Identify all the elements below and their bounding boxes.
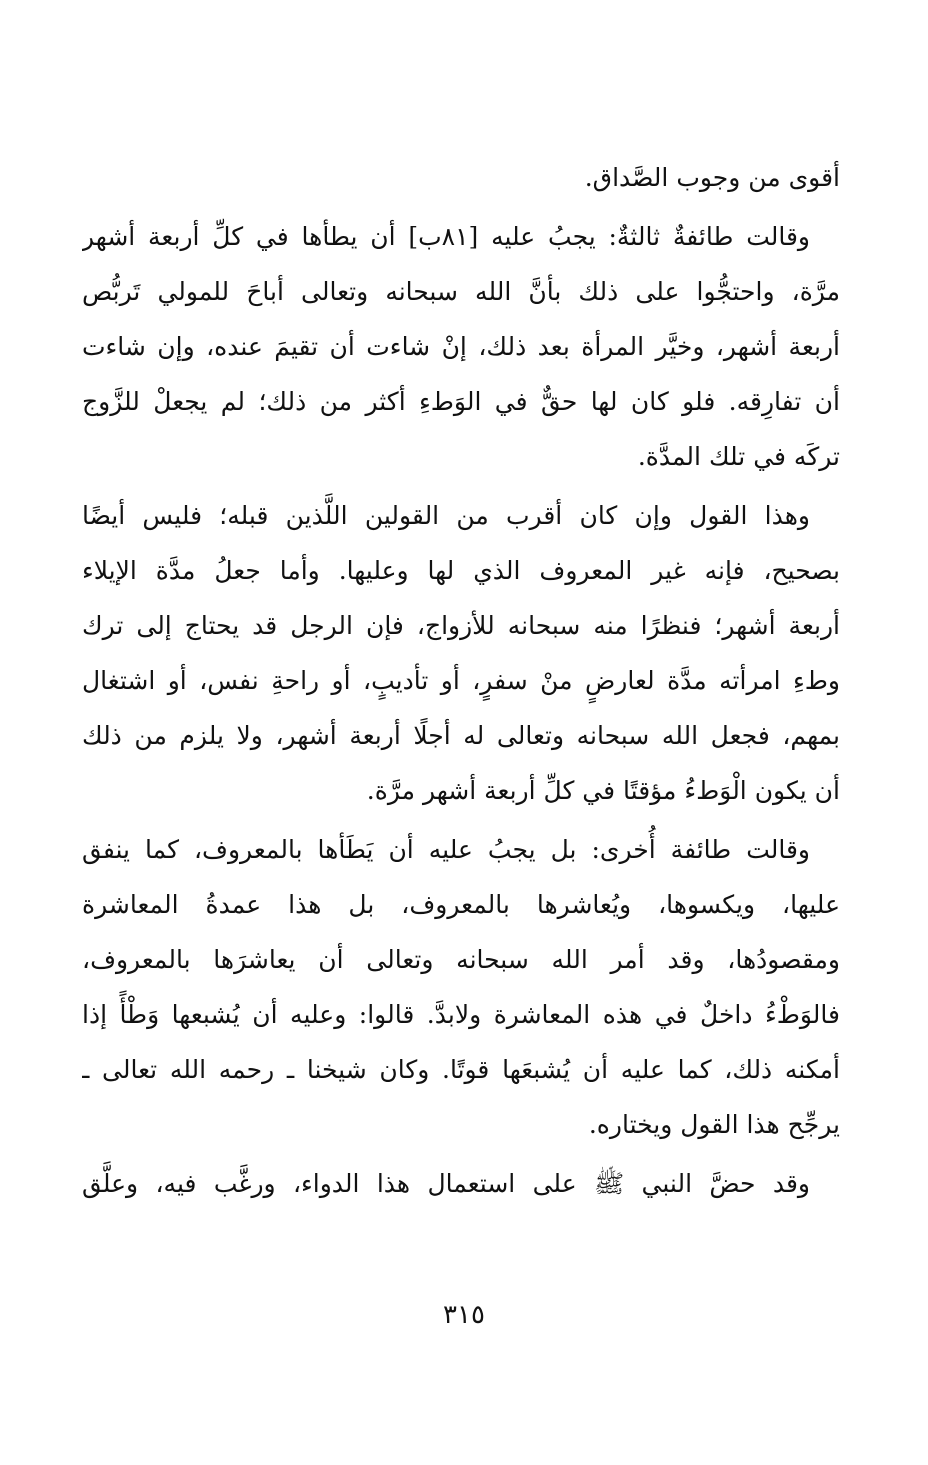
text-line: وقالت طائفةٌ ثالثةٌ: يجبُ عليه [٨١ب] أن يطأها في كلِّ أربعة أشهر xyxy=(82,222,810,251)
text-line: وقالت طائفة أُخرى: بل يجبُ عليه أن يَطَأها بالمعروف، كما ينفق xyxy=(82,835,810,864)
paragraph-2 xyxy=(82,209,840,484)
text-line: أن تفارِقه. فلو كان لها حقٌّ في الوَطءِ أكثر من ذلك؛ لم يجعلْ للزَّوج xyxy=(82,387,840,416)
text-line: فالوَطْءُ داخلٌ في هذه المعاشرة ولابدَّ. قالوا: وعليه أن يُشبعها وَطْأً إذا xyxy=(82,1000,840,1029)
paragraph-1 xyxy=(82,150,840,205)
text-line: وطءِ امرأته مدَّة لعارضٍ منْ سفرٍ، أو تأديبٍ، أو راحةِ نفس، أو اشتغال xyxy=(82,666,840,695)
text-line: مرَّة، واحتجُّوا على ذلك بأنَّ الله سبحانه وتعالى أباحَ للمولي تَربُّص xyxy=(82,277,840,306)
text-line: أن يكون الْوَطءُ مؤقتًا في كلِّ أربعة أشهر مرَّة. xyxy=(366,776,840,805)
text-line: أقوى من وجوب الصَّداق. xyxy=(584,163,840,192)
text-line: بصحيح، فإنه غير المعروف الذي لها وعليها. وأما جعلُ مدَّة الإيلاء xyxy=(82,556,840,585)
text-line: أمكنه ذلك، كما عليه أن يُشبعَها قوتًا. وكان شيخنا ـ رحمه الله تعالى ـ xyxy=(82,1055,840,1084)
body-text xyxy=(82,150,840,1211)
text-line: بمهم، فجعل الله سبحانه وتعالى له أجلًا أربعة أشهر، ولا يلزم من ذلك xyxy=(82,721,840,750)
text-line: أربعة أشهر؛ فنظرًا منه سبحانه للأزواج، فإن الرجل قد يحتاج إلى ترك xyxy=(82,611,840,640)
page-number: ٣١٥ xyxy=(443,1300,485,1330)
text-line: عليها، ويكسوها، ويُعاشرها بالمعروف، بل هذا عمدةُ المعاشرة xyxy=(82,890,840,919)
text-line: وقد حضَّ النبي ﷺ على استعمال هذا الدواء، ورغَّب فيه، وعلَّق xyxy=(82,1169,810,1198)
text-line: تركَه في تلك المدَّة. xyxy=(637,442,840,471)
paragraph-4 xyxy=(82,822,840,1152)
text-line: وهذا القول وإن كان أقرب من القولين اللَّذين قبله؛ فليس أيضًا xyxy=(82,501,810,530)
text-line: أربعة أشهر، وخيَّر المرأة بعد ذلك، إنْ شاءت أن تقيمَ عنده، وإن شاءت xyxy=(82,332,840,361)
text-line: يرجِّح هذا القول ويختاره. xyxy=(588,1110,840,1139)
paragraph-5 xyxy=(82,1156,840,1211)
paragraph-3 xyxy=(82,488,840,818)
text-line: ومقصودُها، وقد أمر الله سبحانه وتعالى أن يعاشرَها بالمعروف، xyxy=(82,945,840,974)
